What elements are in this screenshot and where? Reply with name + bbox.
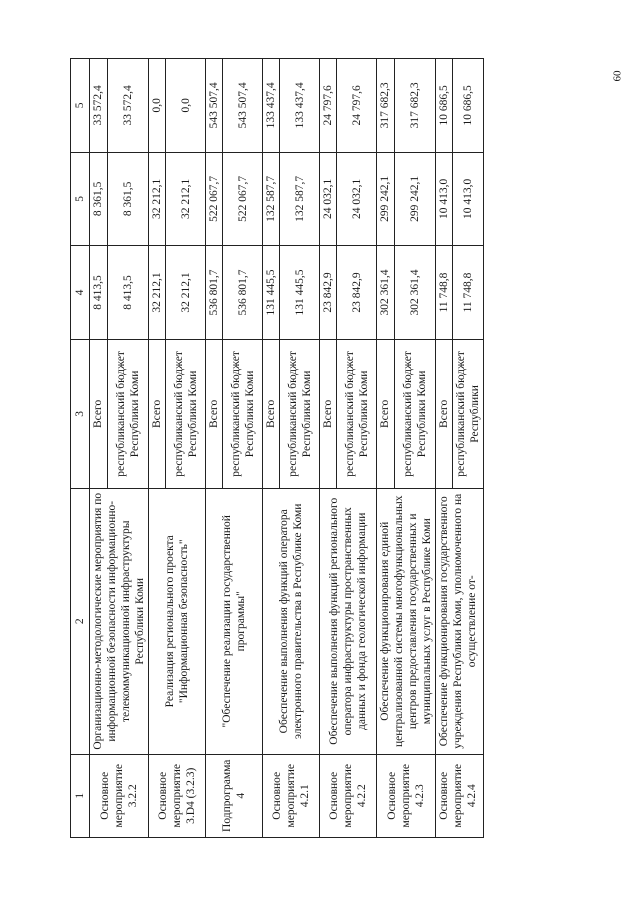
funding-source-cell: республиканский бюджет Республики Коми: [394, 339, 435, 488]
table-row: [149, 59, 166, 838]
row-description-cell: "Обеспечение реализации государственной программы": [206, 488, 263, 754]
value-cell: 132 587,7: [280, 152, 320, 246]
row-id-cell: Основное мероприятие 4.2.2: [320, 754, 377, 837]
value-cell: 536 801,7: [223, 246, 263, 340]
value-cell: 131 445,5: [280, 246, 320, 340]
funding-source-cell: Всего: [263, 339, 280, 488]
value-cell: 522 067,7: [206, 152, 223, 246]
value-cell: 10 413,0: [453, 152, 484, 246]
funding-source-cell: республиканский бюджет Республики Коми: [280, 339, 320, 488]
value-cell: 32 212,1: [166, 246, 206, 340]
funding-source-cell: республиканский бюджет Республики Коми: [166, 339, 206, 488]
row-id-cell: Основное мероприятие 4.2.3: [377, 754, 436, 837]
value-cell: 0,0: [166, 59, 206, 153]
header-row: [71, 59, 90, 838]
value-cell: 133 437,4: [280, 59, 320, 153]
header-cell-3: 3: [71, 339, 90, 488]
page-number: 60: [611, 70, 624, 82]
table-row: [377, 59, 395, 838]
table-row: [263, 59, 280, 838]
row-description-cell: Организационно-методологические мероприятия по информационной безопасности информационно-телекоммуникационной инфраструктуры Республики Коми: [90, 488, 149, 754]
row-description-cell: Реализация регионального проекта "Информационная безопасность": [149, 488, 206, 754]
row-id-cell: Основное мероприятие 3.2.2: [90, 754, 149, 837]
funding-source-cell: республиканский бюджет Республики Коми: [337, 339, 377, 488]
funding-source-cell: Всего: [436, 339, 453, 488]
value-cell: 10 413,0: [436, 152, 453, 246]
header-cell-4: 4: [71, 246, 90, 340]
header-cell-2: 2: [71, 488, 90, 754]
value-cell: 33 572,4: [107, 59, 148, 153]
value-cell: 24 032,1: [337, 152, 377, 246]
funding-source-cell: Всего: [377, 339, 395, 488]
row-description-cell: Обеспечение функционирования единой централизованной системы многофункциональных центров предоставления государственных и муниципальных услуг в Республике Коми: [377, 488, 436, 754]
row-id-cell: Подпрограмма 4: [206, 754, 263, 837]
value-cell: 522 067,7: [223, 152, 263, 246]
value-cell: 8 361,5: [107, 152, 148, 246]
value-cell: 8 361,5: [90, 152, 108, 246]
funding-source-cell: республиканский бюджет Республики Коми: [223, 339, 263, 488]
value-cell: 536 801,7: [206, 246, 223, 340]
table-row: [320, 59, 337, 838]
value-cell: 10 686,5: [453, 59, 484, 153]
table-row: [90, 59, 108, 838]
value-cell: 302 361,4: [394, 246, 435, 340]
funding-source-cell: Всего: [320, 339, 337, 488]
rotated-table-container: [70, 58, 601, 838]
value-cell: 10 686,5: [436, 59, 453, 153]
row-id-cell: Основное мероприятие 4.2.4: [436, 754, 484, 837]
value-cell: 132 587,7: [263, 152, 280, 246]
row-id-cell: Основное мероприятие 4.2.1: [263, 754, 320, 837]
value-cell: 32 212,1: [166, 152, 206, 246]
value-cell: 131 445,5: [263, 246, 280, 340]
header-cell-6: 5: [71, 59, 90, 153]
table-row: [436, 59, 453, 838]
funding-source-cell: республиканский бюджет Республики: [453, 339, 484, 488]
funding-source-cell: республиканский бюджет Республики Коми: [107, 339, 148, 488]
value-cell: 24 032,1: [320, 152, 337, 246]
value-cell: 299 242,1: [377, 152, 395, 246]
funding-source-cell: Всего: [90, 339, 108, 488]
value-cell: 317 682,3: [377, 59, 395, 153]
value-cell: 302 361,4: [377, 246, 395, 340]
value-cell: 24 797,6: [337, 59, 377, 153]
value-cell: 543 507,4: [223, 59, 263, 153]
value-cell: 24 797,6: [320, 59, 337, 153]
value-cell: 32 212,1: [149, 152, 166, 246]
row-description-cell: Обеспечение функционирования государственного учреждения Республики Коми, уполномоченного на осуществление от-: [436, 488, 484, 754]
value-cell: 317 682,3: [394, 59, 435, 153]
header-cell-1: 1: [71, 754, 90, 837]
value-cell: 23 842,9: [337, 246, 377, 340]
row-description-cell: Обеспечение выполнения функций регионального оператора инфраструктуры пространственных данных и фонда геологической информации: [320, 488, 377, 754]
value-cell: 133 437,4: [263, 59, 280, 153]
value-cell: 299 242,1: [394, 152, 435, 246]
value-cell: 32 212,1: [149, 246, 166, 340]
value-cell: 8 413,5: [90, 246, 108, 340]
value-cell: 23 842,9: [320, 246, 337, 340]
value-cell: 0,0: [149, 59, 166, 153]
budget-table: [70, 58, 484, 838]
value-cell: 11 748,8: [436, 246, 453, 340]
funding-source-cell: Всего: [149, 339, 166, 488]
funding-source-cell: Всего: [206, 339, 223, 488]
row-id-cell: Основное мероприятие 3.D4 (3.2.3): [149, 754, 206, 837]
value-cell: 543 507,4: [206, 59, 223, 153]
value-cell: 11 748,8: [453, 246, 484, 340]
value-cell: 33 572,4: [90, 59, 108, 153]
table-row: [206, 59, 223, 838]
header-cell-5: 5: [71, 152, 90, 246]
table-body: [71, 59, 484, 838]
value-cell: 8 413,5: [107, 246, 148, 340]
row-description-cell: Обеспечение выполнения функций оператора электронного правительства в Республике Коми: [263, 488, 320, 754]
